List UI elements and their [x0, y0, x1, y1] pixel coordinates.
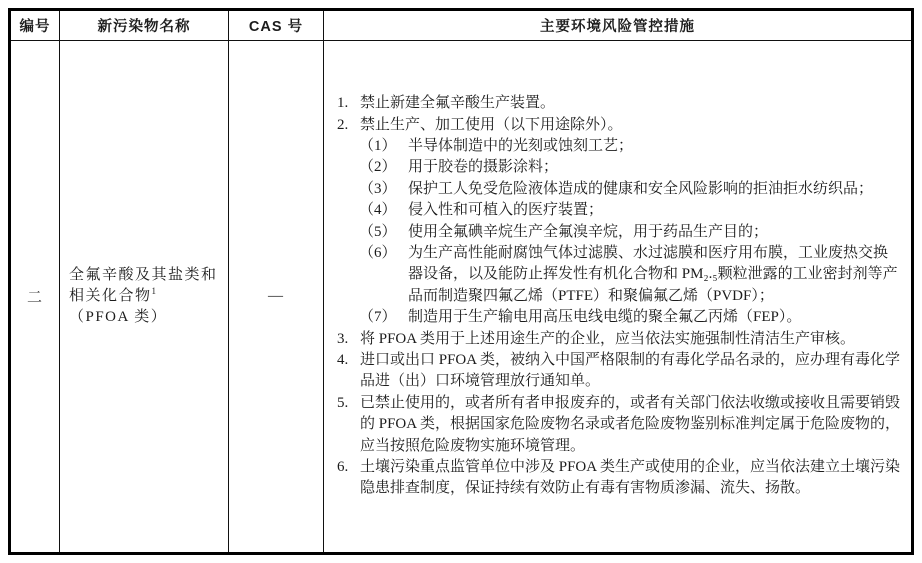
- measure-item-4: [337, 350, 901, 393]
- measure-item-6: [337, 457, 901, 500]
- cell-entry-number: 二: [10, 41, 60, 554]
- measure-item-2: [337, 115, 901, 136]
- cell-cas-number: —: [229, 41, 324, 554]
- measure-item-1: [337, 93, 901, 114]
- measure-subitem-5: [337, 222, 901, 243]
- table-row: [10, 41, 913, 554]
- header-measures: 主要环境风险管控措施: [324, 10, 913, 41]
- footnote-marker: 1: [151, 286, 158, 296]
- measure-text: 禁止新建全氟辛酸生产装置。: [360, 95, 556, 112]
- measure-text: 保护工人免受危险液体造成的健康和安全风险影响的拒油拒水纺织品；: [408, 180, 874, 197]
- pollutant-name-text: 全氟辛酸及其盐类和相关化合物$^1$: [69, 267, 218, 304]
- measure-subitem-2: [337, 157, 901, 178]
- measure-marker: 3.: [337, 330, 349, 347]
- measure-text: 将 PFOA 类用于上述用途生产的企业，应当依法实施强制性清洁生产审核。: [360, 330, 856, 347]
- cell-pollutant-name: [60, 41, 229, 554]
- pollutant-alias: （PFOA 类）: [69, 309, 168, 325]
- measure-subitem-3: [337, 179, 901, 200]
- measure-item-5: [337, 393, 901, 457]
- header-pollutant-name: 新污染物名称: [60, 10, 229, 41]
- measure-marker: 2.: [337, 116, 349, 133]
- measure-marker: 6.: [337, 459, 349, 476]
- measure-marker: （4）: [359, 202, 397, 219]
- cell-measures: [324, 41, 913, 554]
- header-cas: CAS 号: [229, 10, 324, 41]
- measure-subitem-6: [337, 243, 901, 307]
- measure-item-3: [337, 329, 901, 350]
- measure-marker: 4.: [337, 352, 349, 369]
- measure-subitem-1: [337, 136, 901, 157]
- measure-text: 使用全氟碘辛烷生产全氟溴辛烷，用于药品生产目的；: [408, 223, 769, 240]
- measure-marker: （3）: [359, 180, 397, 197]
- pollutant-control-table: [8, 8, 914, 555]
- measure-subitem-7: [337, 307, 901, 328]
- measures-list: [337, 93, 901, 500]
- measure-marker: 1.: [337, 95, 349, 112]
- measure-marker: （7）: [359, 309, 397, 326]
- measure-text: 进口或出口 PFOA 类，被纳入中国严格限制的有毒化学品名录的，应办理有毒化学品进（出）口环境管理放行通知单。: [360, 352, 901, 390]
- measure-marker: （2）: [359, 159, 397, 176]
- measure-text: 土壤污染重点监管单位中涉及 PFOA 类生产或使用的企业，应当依法建立土壤污染隐患排查制度，保证持续有效防止有毒有害物质渗漏、流失、扬散。: [360, 459, 901, 497]
- measure-text: 侵入性和可植入的医疗装置；: [408, 202, 604, 219]
- header-number: 编号: [10, 10, 60, 41]
- measure-marker: 5.: [337, 394, 349, 411]
- measure-subitem-4: [337, 200, 901, 221]
- measure-text: 用于胶卷的摄影涂料；: [408, 159, 559, 176]
- measure-text: 禁止生产、加工使用（以下用途除外）。: [360, 116, 623, 133]
- measure-text: 为生产高性能耐腐蚀气体过滤膜、水过滤膜和医疗用布膜，工业废热交换器设备，以及能防止挥发性有机化合物和 PM₂.₅颗粒泄露的工业密封剂等产品而制造聚四氟乙烯（PTFE）和聚偏氟乙烯（PVDF）；: [408, 244, 898, 304]
- measure-marker: （1）: [359, 137, 397, 154]
- measure-text: 半导体制造中的光刻或蚀刻工艺；: [408, 137, 634, 154]
- measure-marker: （5）: [359, 223, 397, 240]
- measure-marker: （6）: [359, 244, 397, 261]
- header-row: [10, 10, 913, 41]
- measure-text: 已禁止使用的，或者所有者申报废弃的，或者有关部门依法收缴或接收且需要销毁的 PFOA 类，根据国家危险废物名录或者危险废物鉴别标准判定属于危险废物的，应当按照危险废物实施环境管理。: [360, 394, 901, 454]
- measure-text: 制造用于生产输电用高压电线电缆的聚全氟乙丙烯（FEP）。: [408, 309, 802, 326]
